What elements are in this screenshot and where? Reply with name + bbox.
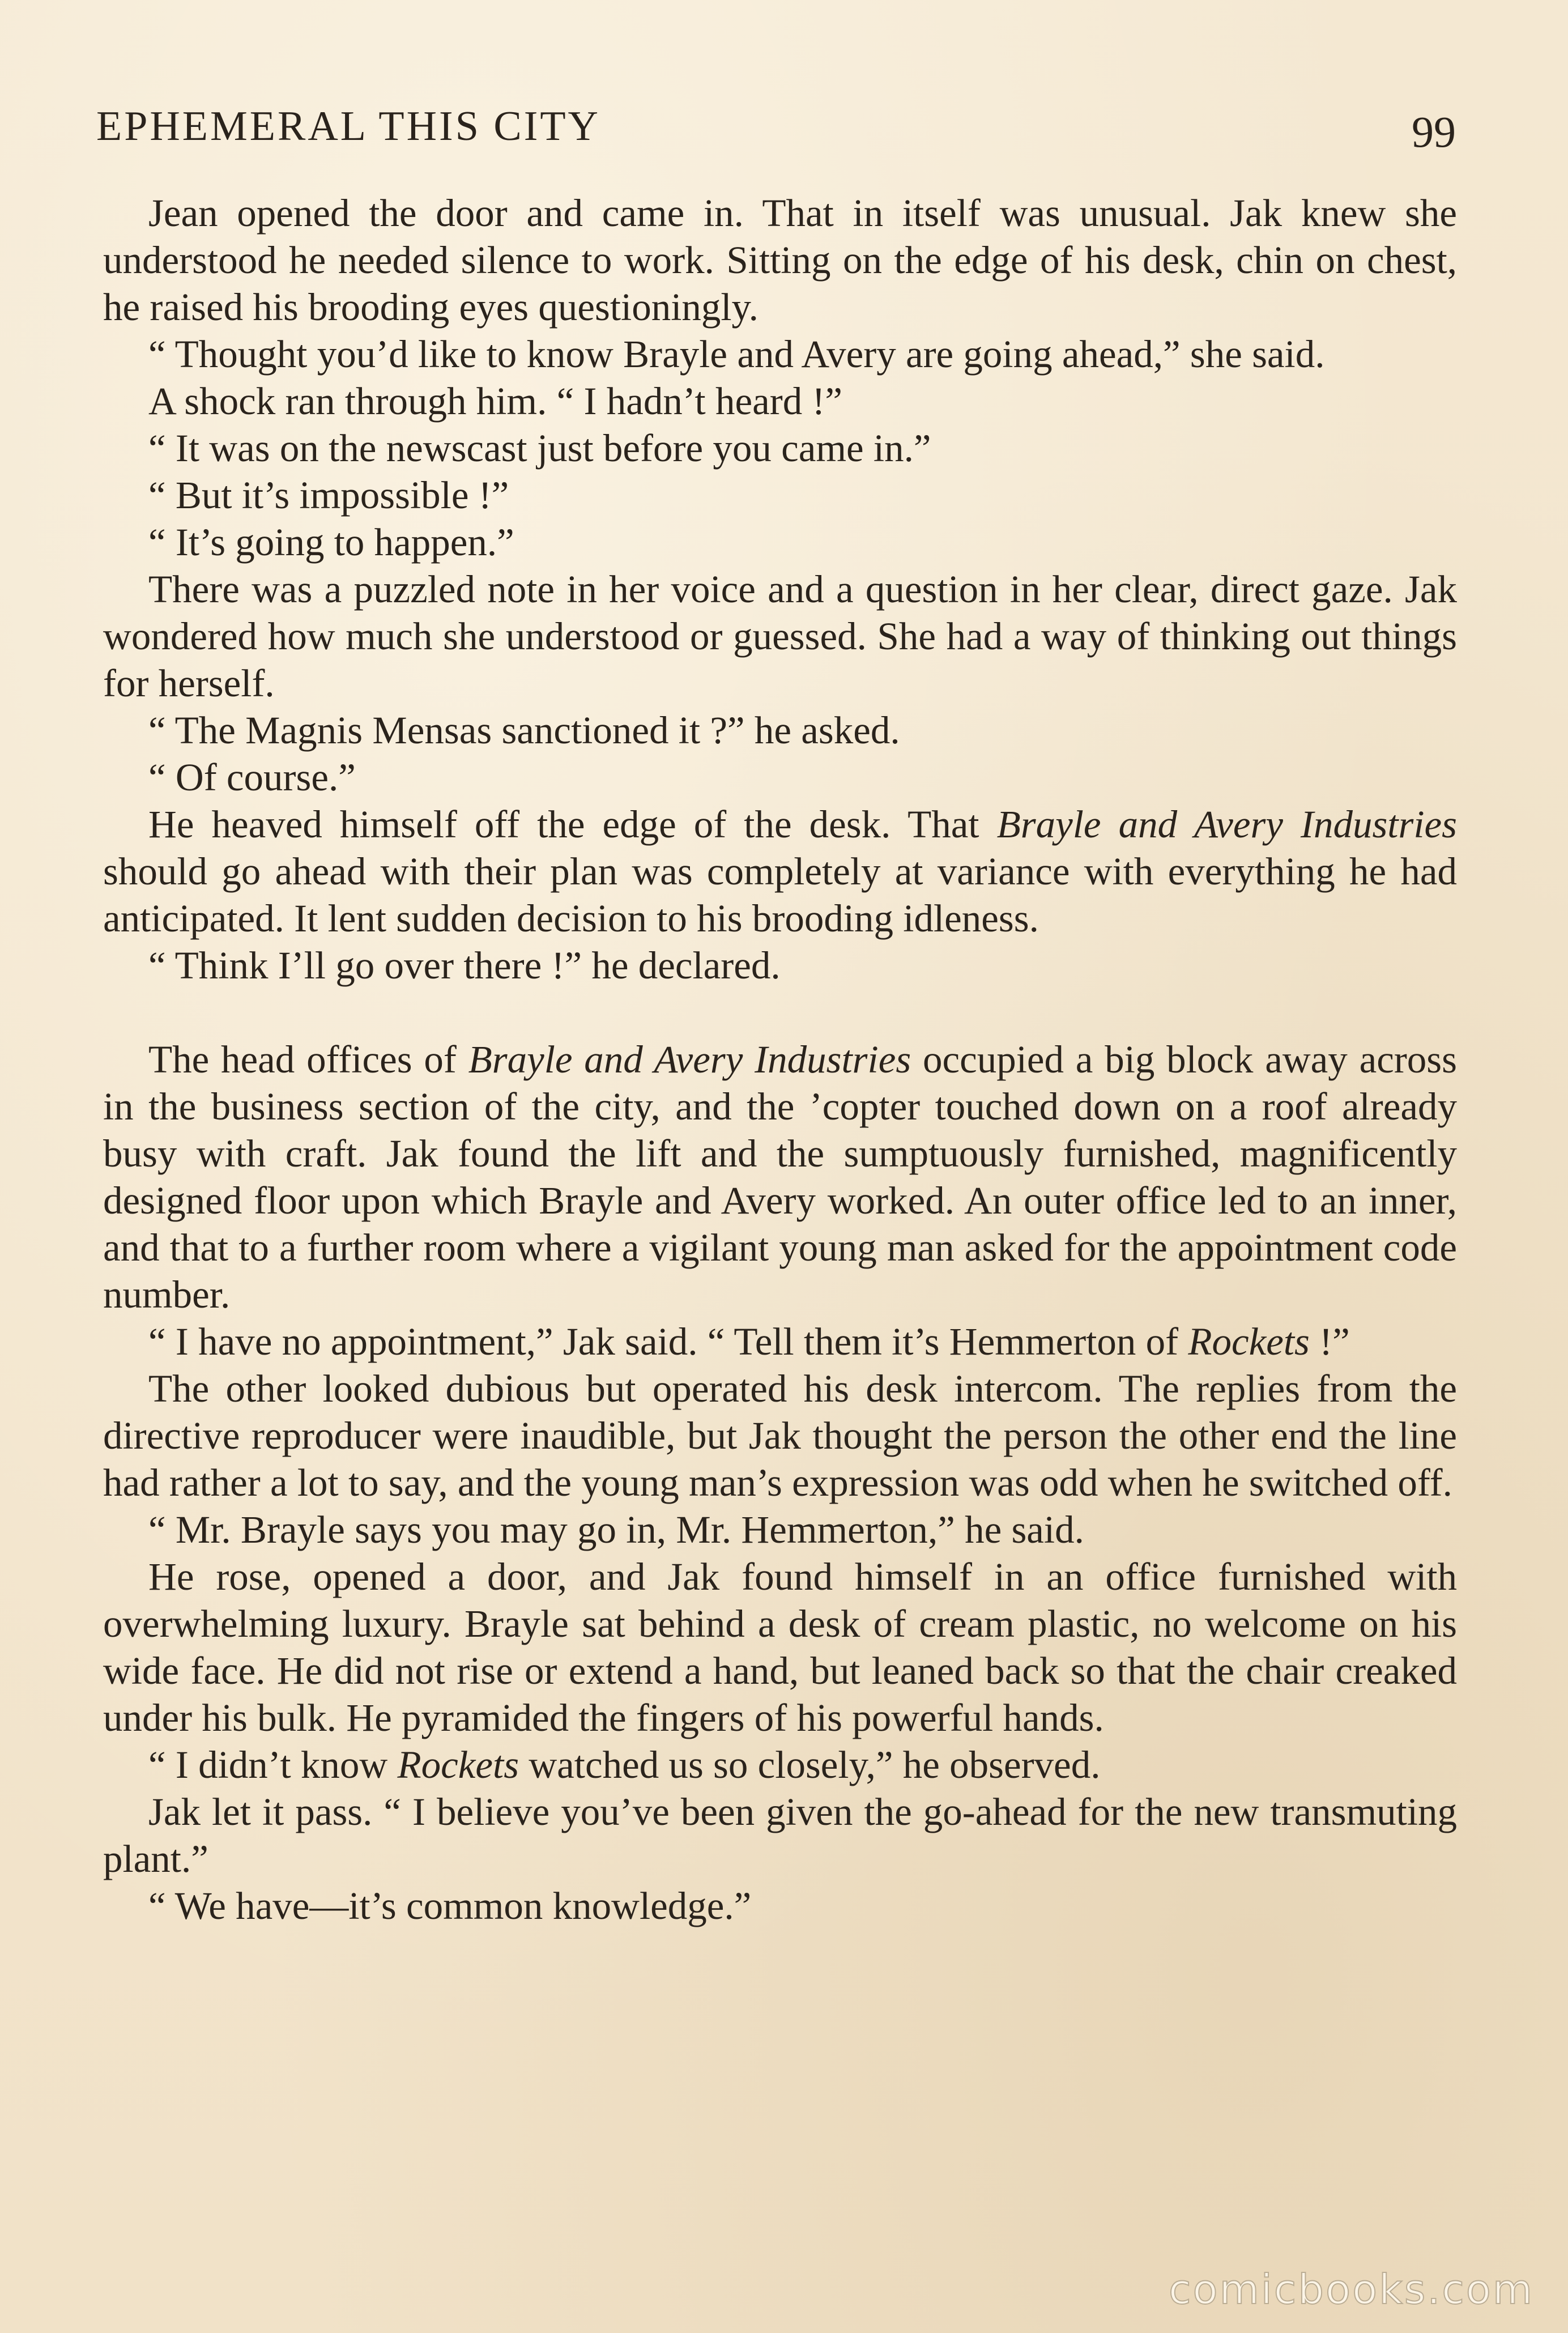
page-header	[96, 95, 1456, 157]
paragraph: “ It was on the newscast just before you came in.”	[148, 427, 931, 470]
italic-company-name: Rockets	[397, 1743, 519, 1786]
paragraph: “ Think I’ll go over there !” he declared.	[148, 944, 781, 987]
italic-company-name: Brayle and Avery Industries	[468, 1038, 911, 1081]
watermark: comicbooks.com	[1168, 2266, 1534, 2313]
section-break	[103, 989, 1457, 1036]
paragraph: “ But it’s impossible !”	[148, 474, 509, 517]
body-text	[103, 190, 1457, 1930]
paragraph: “ I have no appointment,” Jak said. “ Tell them it’s Hemmerton of Rockets !”	[148, 1320, 1350, 1363]
paragraph: “ I didn’t know Rockets watched us so closely,” he observed.	[148, 1743, 1101, 1786]
paragraph: “ Mr. Brayle says you may go in, Mr. Hemmerton,” he said.	[148, 1508, 1084, 1551]
paragraph: The other looked dubious but operated his desk intercom. The replies from the directive reproducer were inaudible, but Jak thought the person the other end the line had rather a lot to say, and the young man’s expression was odd when he switched off.	[103, 1367, 1457, 1504]
italic-company-name: Brayle and Avery Industries	[996, 803, 1457, 846]
running-head: EPHEMERAL THIS CITY	[96, 103, 600, 150]
paragraph: “ We have—it’s common knowledge.”	[148, 1884, 752, 1927]
paragraph: He rose, opened a door, and Jak found himself in an office furnished with overwhelming luxury. Brayle sat behind a desk of cream plastic, no welcome on his wide face. He did not rise or extend a hand, but leaned back so that the chair creaked under his bulk. He pyramided the fingers of his powerful hands.	[103, 1555, 1457, 1739]
paragraph: Jean opened the door and came in. That in itself was unusual. Jak knew she understood he needed silence to work. Sitting on the edge of his desk, chin on chest, he raised his brooding eyes questioningly.	[103, 191, 1457, 329]
paragraph: He heaved himself off the edge of the desk. That Brayle and Avery Industries should go ahead with their plan was completely at variance with everything he had anticipated. It lent sudden decision to his brooding idleness.	[103, 803, 1457, 940]
page-number: 99	[1412, 107, 1456, 156]
paragraph: There was a puzzled note in her voice and a question in her clear, direct gaze. Jak wondered how much she understood or guessed. She had a way of thinking out things for herself.	[103, 568, 1457, 705]
paragraph: “ Of course.”	[148, 756, 356, 799]
paragraph: “ The Magnis Mensas sanctioned it ?” he asked.	[148, 709, 900, 752]
paragraph: The head offices of Brayle and Avery Industries occupied a big block away across in the business section of the city, and the ’copter touched down on a roof already busy with craft. Jak found the lift and the sumptuously furnished, magnificently designed floor upon which Brayle and Avery worked. An outer office led to an inner, and that to a further room where a vigilant young man asked for the appointment code number.	[103, 1038, 1458, 1316]
paragraph: Jak let it pass. “ I believe you’ve been given the go-ahead for the new transmuting plant.”	[103, 1790, 1457, 1880]
paragraph: “ Thought you’d like to know Brayle and Avery are going ahead,” she said.	[148, 333, 1325, 376]
paragraph: “ It’s going to happen.”	[148, 521, 514, 564]
italic-company-name: Rockets	[1188, 1320, 1310, 1363]
paragraph: A shock ran through him. “ I hadn’t heard !”	[148, 380, 843, 423]
